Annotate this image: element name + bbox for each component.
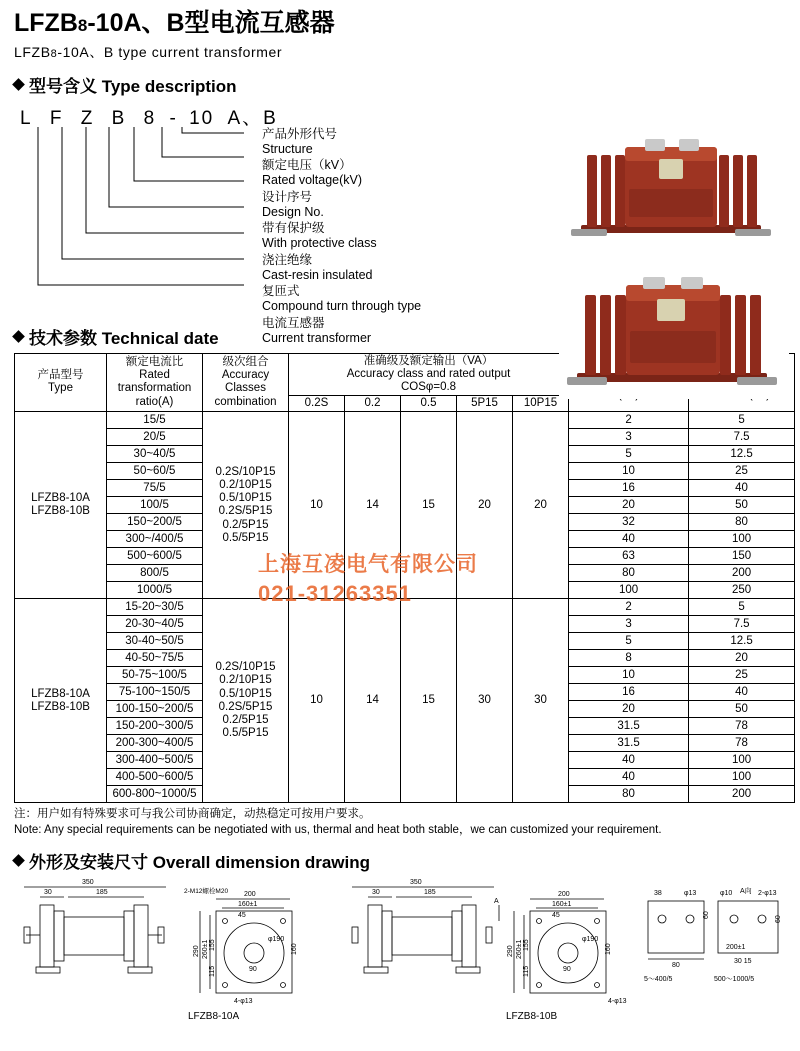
cell-output-0p2: 14 (345, 412, 401, 599)
cell-output-0p2s: 10 (289, 412, 345, 599)
desc-cn-4: 浇注绝缘 (262, 252, 313, 267)
table-row (15, 412, 795, 429)
note-en: Note: Any special requirements can be negotiated with us, thermal and heat both stable，we can customized your requirement. (14, 823, 662, 836)
acc-2: 0.5/10P15 (219, 687, 272, 700)
cell-ratio: 800/5 (107, 565, 203, 582)
cell-dynamic: 100 (689, 531, 795, 548)
cell-thermal: 10 (569, 667, 689, 684)
header-ratio-cn: 额定电流比 (125, 356, 184, 368)
cell-output-0p5: 15 (401, 599, 457, 803)
svg-text:90: 90 (563, 966, 571, 974)
cell-ratio: 40-50~75/5 (107, 650, 203, 667)
svg-text:160: 160 (605, 943, 612, 956)
cell-thermal: 80 (569, 565, 689, 582)
acc-5: 0.5/5P15 (222, 727, 269, 740)
code-letter-6: 10 (189, 107, 215, 129)
cell-dynamic: 200 (689, 786, 795, 803)
acc-0: 0.2S/10P15 (215, 661, 276, 674)
acc-4: 0.2/5P15 (222, 518, 269, 531)
cell-dynamic: 25 (689, 463, 795, 480)
cell-ratio: 50~60/5 (107, 463, 203, 480)
cell-thermal: 80 (569, 786, 689, 803)
cell-thermal: 3 (569, 429, 689, 446)
svg-text:φ10: φ10 (720, 890, 733, 898)
cell-output-10p15: 30 (513, 599, 569, 803)
desc-item-2 (262, 190, 421, 221)
svg-text:60: 60 (703, 911, 710, 920)
svg-text:115: 115 (209, 966, 216, 978)
page-title (14, 10, 786, 38)
cell-ratio: 150~200/5 (107, 514, 203, 531)
cell-dynamic: 250 (689, 582, 795, 599)
cell-thermal: 63 (569, 548, 689, 565)
code-letter-7: A、B (227, 107, 278, 129)
svg-text:30: 30 (44, 889, 52, 897)
cell-output-0p5: 15 (401, 412, 457, 599)
type-line-1: LFZB8-10B (31, 700, 90, 713)
acc-1: 0.2/10P15 (219, 674, 272, 687)
cell-dynamic: 100 (689, 752, 795, 769)
svg-text:A: A (494, 898, 499, 906)
cell-ratio: 30-40~50/5 (107, 633, 203, 650)
cell-accuracy-group2 (203, 599, 289, 803)
cell-thermal: 31.5 (569, 735, 689, 752)
type-line-0: LFZB8-10A (31, 492, 90, 505)
cell-output-5p15: 30 (457, 599, 513, 803)
cell-output-10p15: 20 (513, 412, 569, 599)
desc-item-4 (262, 253, 421, 284)
svg-text:φ190: φ190 (268, 936, 285, 944)
header-type-en: Type (48, 382, 73, 395)
cell-ratio: 500~600/5 (107, 548, 203, 565)
cell-dynamic: 50 (689, 497, 795, 514)
cell-ratio: 15-20~30/5 (107, 599, 203, 616)
product-photo-top (559, 133, 789, 248)
svg-text:155: 155 (209, 939, 216, 952)
cell-thermal: 40 (569, 531, 689, 548)
desc-en-1: Rated voltage(kV) (262, 173, 363, 188)
cell-ratio: 15/5 (107, 412, 203, 429)
header-output-cn: 准确级及额定输出（VA） (363, 354, 494, 367)
svg-text:160±1: 160±1 (552, 901, 572, 909)
cell-ratio: 600-800~1000/5 (107, 786, 203, 803)
cell-dynamic: 7.5 (689, 429, 795, 446)
page-subtitle (14, 42, 786, 62)
page-header (0, 0, 800, 62)
cell-dynamic: 100 (689, 769, 795, 786)
cell-thermal: 2 (569, 412, 689, 429)
svg-text:45: 45 (552, 912, 560, 920)
desc-cn-2: 设计序号 (262, 189, 313, 204)
svg-text:45: 45 (238, 912, 246, 920)
subtitle-rest: -10A、B type current transformer (57, 43, 283, 60)
dimension-drawings (8, 875, 792, 1025)
cell-thermal: 5 (569, 633, 689, 650)
header-accuracy-en: Accuracy Classes combination (214, 369, 277, 408)
acc-3: 0.2S/5P15 (218, 505, 273, 518)
acc-5: 0.5/5P15 (222, 531, 269, 544)
cell-output-0p2: 14 (345, 599, 401, 803)
header-output-cos: COSφ=0.8 (400, 380, 457, 393)
svg-text:200: 200 (558, 891, 570, 899)
cell-ratio: 200-300~400/5 (107, 735, 203, 752)
svg-text:200: 200 (244, 891, 256, 899)
desc-en-5: Compound turn through type (262, 299, 422, 314)
svg-text:500～1000/5: 500～1000/5 (714, 976, 755, 984)
code-letter-2: Z (80, 107, 95, 129)
cell-output-5p15: 20 (457, 412, 513, 599)
cell-dynamic: 40 (689, 684, 795, 701)
svg-text:260±1: 260±1 (516, 939, 523, 960)
svg-text:4-φ13: 4-φ13 (234, 998, 253, 1006)
technical-parameters-table (14, 353, 795, 804)
header-accuracy-cn: 级次组合 (222, 356, 269, 368)
cell-ratio: 75/5 (107, 480, 203, 497)
svg-text:200±1: 200±1 (726, 944, 746, 952)
cell-dynamic: 78 (689, 718, 795, 735)
header-class-2: 0.5 (401, 396, 457, 412)
code-letter-0: L (20, 107, 33, 129)
svg-text:2-φ13: 2-φ13 (758, 890, 777, 898)
table-row (15, 599, 795, 616)
desc-cn-5: 复匝式 (262, 284, 300, 298)
subtitle-main: LFZB (14, 43, 51, 60)
product-photo-bottom (559, 269, 789, 399)
cell-thermal: 32 (569, 514, 689, 531)
header-accuracy (203, 353, 289, 412)
svg-text:38: 38 (654, 890, 662, 898)
desc-cn-3: 带有保护级 (262, 221, 325, 235)
cell-ratio: 20/5 (107, 429, 203, 446)
svg-text:φ190: φ190 (582, 936, 599, 944)
svg-text:4-φ13: 4-φ13 (608, 998, 627, 1006)
svg-text:160±1: 160±1 (238, 901, 258, 909)
acc-0: 0.2S/10P15 (215, 465, 276, 478)
cell-ratio: 1000/5 (107, 582, 203, 599)
cell-dynamic: 200 (689, 565, 795, 582)
desc-en-4: Cast-resin insulated (262, 267, 373, 282)
cell-ratio: 20-30~40/5 (107, 616, 203, 633)
type-line-0: LFZB8-10A (31, 687, 90, 700)
svg-text:30 15: 30 15 (734, 958, 752, 966)
svg-text:185: 185 (96, 889, 108, 897)
header-type-cn: 产品型号 (37, 369, 84, 382)
svg-text:φ13: φ13 (684, 890, 697, 898)
cell-dynamic: 25 (689, 667, 795, 684)
code-letter-1: F (49, 107, 64, 129)
cell-thermal: 40 (569, 769, 689, 786)
cell-dynamic: 20 (689, 650, 795, 667)
desc-en-3: With protective class (262, 236, 377, 251)
cell-output-0p2s: 10 (289, 599, 345, 803)
section-heading-type-description (14, 72, 800, 97)
section-title-text: 技术参数 Technical date (29, 328, 219, 348)
header-type (15, 353, 107, 412)
caption-left-text: LFZB8-10A (188, 1011, 240, 1023)
desc-en-2: Design No. (262, 204, 324, 219)
code-letter-4: 8 (143, 107, 157, 129)
cell-dynamic: 50 (689, 701, 795, 718)
cell-thermal: 5 (569, 446, 689, 463)
acc-4: 0.2/5P15 (222, 714, 269, 727)
header-class-0: 0.2S (289, 396, 345, 412)
cell-thermal: 20 (569, 701, 689, 718)
cell-thermal: 20 (569, 497, 689, 514)
cell-thermal: 16 (569, 684, 689, 701)
desc-en-6: Current transformer (262, 330, 372, 345)
svg-text:155: 155 (523, 939, 530, 952)
cell-dynamic: 5 (689, 412, 795, 429)
header-ratio (107, 353, 203, 412)
code-letter-3: B (111, 107, 127, 129)
cell-ratio: 300~/400/5 (107, 531, 203, 548)
type-description-list (262, 127, 421, 348)
note-cn: 注：用户如有特殊要求可与我公司协商确定，动热稳定可按用户要求。 (14, 808, 371, 821)
svg-text:5～400/5: 5～400/5 (644, 976, 673, 984)
cell-thermal: 3 (569, 616, 689, 633)
svg-text:290: 290 (507, 945, 514, 958)
cell-thermal: 31.5 (569, 718, 689, 735)
desc-cn-0: 产品外形代号 (262, 126, 338, 141)
cell-ratio: 30~40/5 (107, 446, 203, 463)
svg-text:185: 185 (424, 889, 436, 897)
desc-item-3 (262, 221, 421, 252)
table-note (14, 807, 789, 838)
header-class-4: 10P15 (513, 396, 569, 412)
cell-dynamic: 5 (689, 599, 795, 616)
section-title-text: 型号含义 Type description (29, 76, 237, 96)
svg-text:115: 115 (523, 966, 530, 978)
cell-thermal: 100 (569, 582, 689, 599)
desc-en-0: Structure (262, 141, 313, 156)
cell-ratio: 400-500~600/5 (107, 769, 203, 786)
section-title-text: 外形及安装尺寸 Overall dimension drawing (29, 853, 370, 873)
cell-ratio: 75-100~150/5 (107, 684, 203, 701)
cell-accuracy-group1 (203, 412, 289, 599)
cell-type-group2 (15, 599, 107, 803)
header-class-1: 0.2 (345, 396, 401, 412)
header-class-3: 5P15 (457, 396, 513, 412)
diamond-bullet-icon (12, 78, 25, 91)
desc-item-6 (262, 316, 421, 347)
cell-dynamic: 40 (689, 480, 795, 497)
cell-thermal: 16 (569, 480, 689, 497)
desc-item-1 (262, 158, 421, 189)
cell-ratio: 300-400~500/5 (107, 752, 203, 769)
cell-thermal: 40 (569, 752, 689, 769)
desc-item-0 (262, 127, 421, 158)
title-main: LFZB (14, 9, 78, 37)
cell-dynamic: 12.5 (689, 446, 795, 463)
cell-thermal: 10 (569, 463, 689, 480)
cell-dynamic: 12.5 (689, 633, 795, 650)
cell-ratio: 50-75~100/5 (107, 667, 203, 684)
subtitle-subscript: 8 (50, 47, 58, 60)
section-heading-dimension (14, 848, 800, 873)
cell-ratio: 100-150~200/5 (107, 701, 203, 718)
svg-text:2-M12螺栓M20: 2-M12螺栓M20 (184, 888, 229, 896)
cell-thermal: 2 (569, 599, 689, 616)
svg-text:290: 290 (193, 945, 200, 958)
svg-text:160: 160 (291, 943, 298, 956)
type-line-1: LFZB8-10B (31, 505, 90, 518)
cell-dynamic: 150 (689, 548, 795, 565)
svg-text:80: 80 (672, 962, 680, 970)
desc-cn-1: 额定电压（kV） (262, 158, 352, 172)
svg-text:30: 30 (372, 889, 380, 897)
caption-right-text: LFZB8-10B (506, 1011, 558, 1023)
svg-text:350: 350 (410, 879, 422, 887)
watermark-phone: 021-31263351 (258, 581, 412, 606)
header-ratio-en: Rated transformation ratio(A) (117, 369, 192, 408)
diamond-bullet-icon (12, 855, 25, 868)
svg-text:350: 350 (82, 879, 94, 887)
header-output-en: Accuracy class and rated output (346, 367, 511, 380)
title-subscript: 8 (77, 16, 88, 35)
desc-item-5 (262, 284, 421, 315)
cell-ratio: 150-200~300/5 (107, 718, 203, 735)
title-rest: -10A、B型电流互感器 (87, 9, 335, 37)
diamond-bullet-icon (12, 330, 25, 343)
acc-3: 0.2S/5P15 (218, 700, 273, 713)
cell-dynamic: 78 (689, 735, 795, 752)
desc-cn-6: 电流互感器 (262, 315, 325, 330)
cell-dynamic: 80 (689, 514, 795, 531)
svg-text:260±1: 260±1 (202, 939, 209, 960)
cell-type-group1 (15, 412, 107, 599)
acc-2: 0.5/10P15 (219, 492, 272, 505)
watermark-company: 上海互凌电气有限公司 (258, 553, 478, 576)
acc-1: 0.2/10P15 (219, 478, 272, 491)
code-letter-5: - (169, 107, 178, 129)
cell-ratio: 100/5 (107, 497, 203, 514)
svg-text:60: 60 (775, 915, 782, 924)
svg-text:90: 90 (249, 966, 257, 974)
cell-dynamic: 7.5 (689, 616, 795, 633)
header-output (289, 353, 569, 396)
dimension-drawing-svg (8, 875, 792, 1025)
cell-thermal: 8 (569, 650, 689, 667)
svg-text:A向: A向 (740, 888, 752, 896)
